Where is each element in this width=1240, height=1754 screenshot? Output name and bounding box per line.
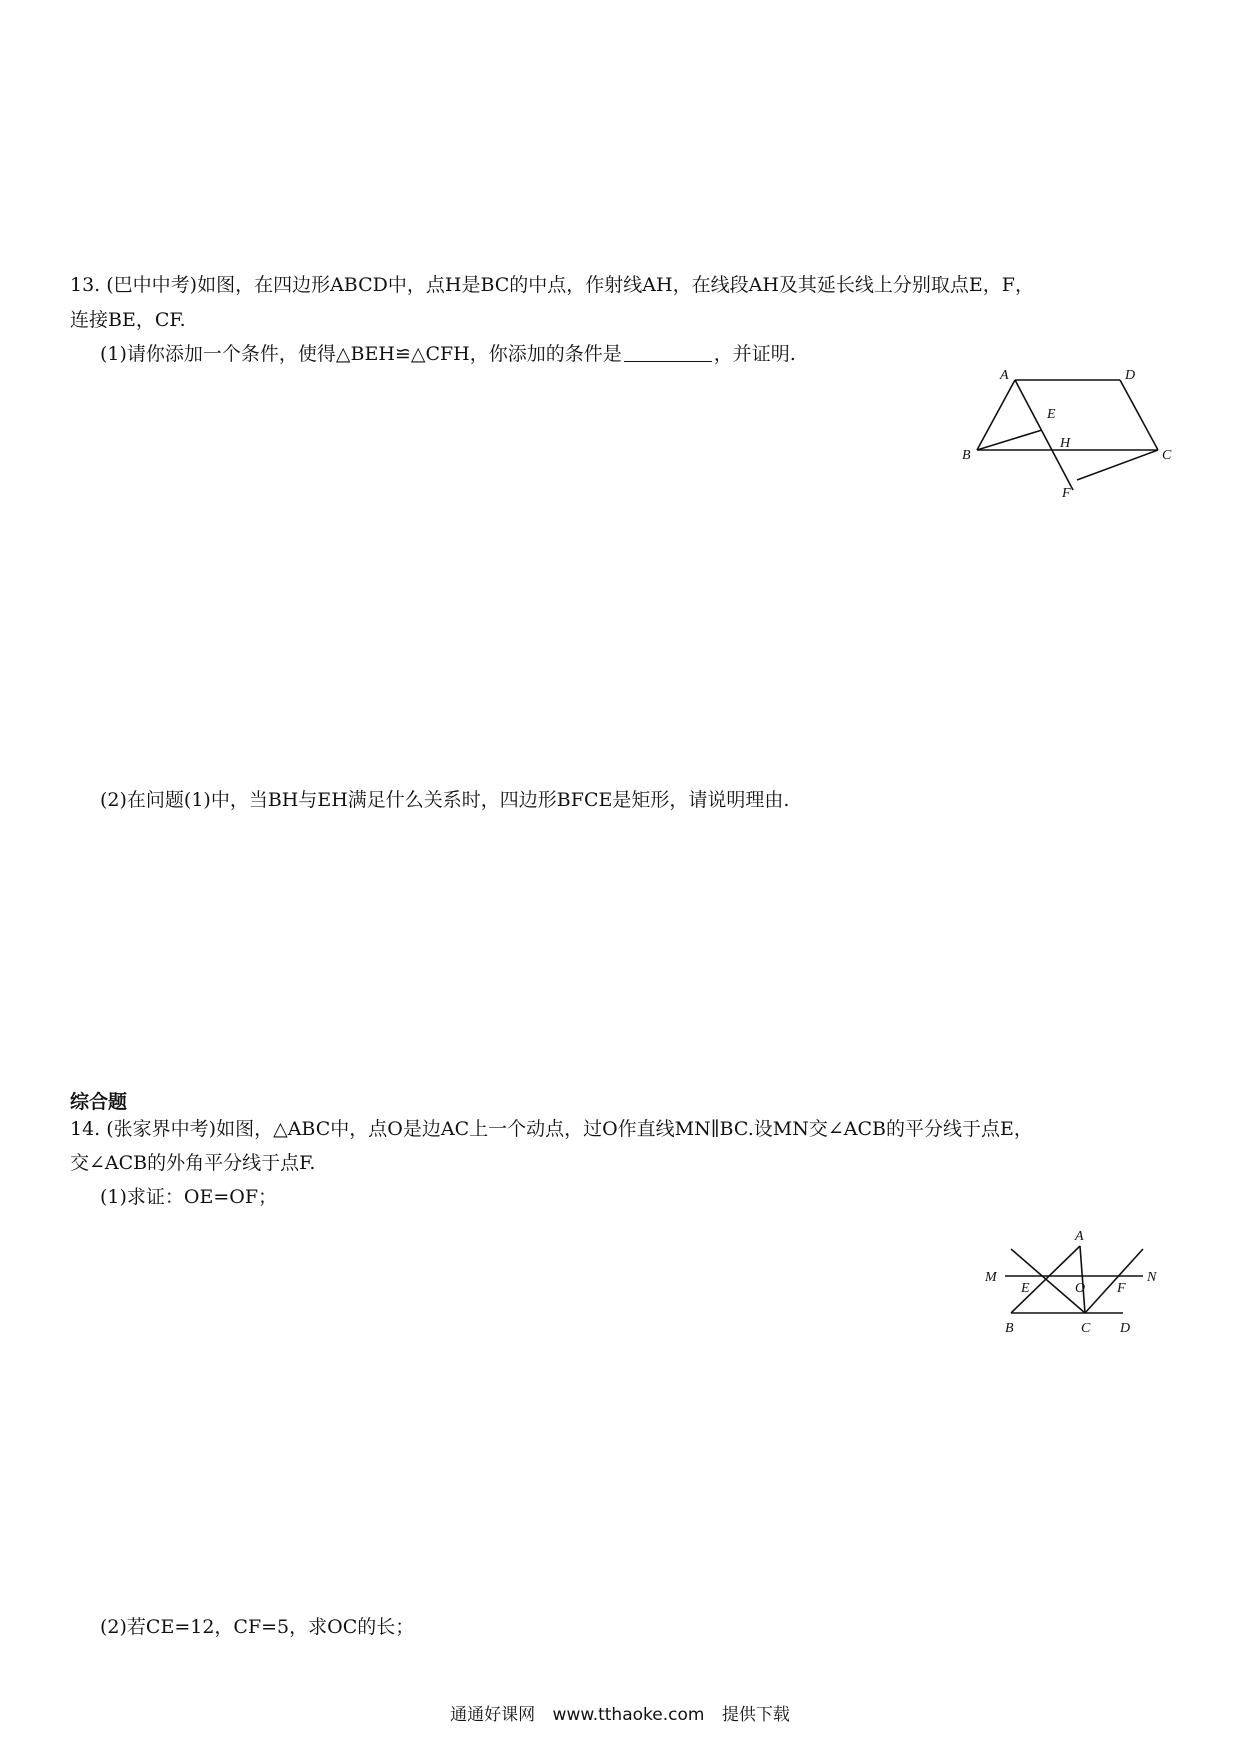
segment-cf xyxy=(1077,450,1158,480)
label-a: A xyxy=(1075,1229,1084,1244)
label-b: B xyxy=(962,448,971,463)
section-title: 综合题 xyxy=(70,1091,128,1113)
segment-cf xyxy=(1085,1249,1143,1313)
q14-part1: (1)求证：OE=OF； xyxy=(100,1186,278,1208)
answer-blank xyxy=(624,343,712,362)
label-m: M xyxy=(985,1270,997,1285)
q13-figure xyxy=(950,365,1180,505)
label-d: D xyxy=(1125,368,1136,383)
footer-suffix: 提供下载 xyxy=(721,1705,790,1725)
q14-part2: (2)若CE=12，CF=5，求OC的长； xyxy=(100,1616,415,1638)
label-a: A xyxy=(1000,368,1009,383)
label-f: F xyxy=(1117,1281,1126,1296)
page-footer xyxy=(0,1700,1240,1725)
label-e: E xyxy=(1021,1281,1030,1296)
q13-part1-text: (1)请你添加一个条件，使得△BEH≌△CFH，你添加的条件是 xyxy=(100,343,622,365)
q14-stem-line2: 交∠ACB的外角平分线于点F. xyxy=(70,1152,316,1174)
q13-part1-text-end: ，并证明. xyxy=(713,343,796,365)
label-e: E xyxy=(1047,407,1056,422)
label-c: C xyxy=(1162,448,1172,463)
q13-stem-line1: 13. (巴中中考)如图，在四边形ABCD中，点H是BC的中点，作射线AH，在线段AH及其延长线上分别取点E，F， xyxy=(70,274,1034,296)
segment-ac xyxy=(1080,1246,1085,1313)
q14-figure xyxy=(975,1225,1195,1340)
q13-part2: (2)在问题(1)中，当BH与EH满足什么关系时，四边形BFCE是矩形，请说明理由. xyxy=(100,789,790,811)
label-n: N xyxy=(1147,1270,1157,1285)
label-c: C xyxy=(1081,1321,1091,1336)
q13-stem-line2: 连接BE，CF. xyxy=(70,309,186,331)
label-b: B xyxy=(1005,1321,1014,1336)
q14-stem-line1: 14. (张家界中考)如图，△ABC中，点O是边AC上一个动点，过O作直线MN∥BC.设MN交∠ACB的平分线于点E， xyxy=(70,1118,1033,1140)
label-o: O xyxy=(1075,1281,1086,1296)
q13-part1 xyxy=(100,341,796,367)
label-f: F xyxy=(1062,486,1071,501)
label-d: D xyxy=(1120,1321,1131,1336)
label-h: H xyxy=(1060,436,1071,451)
footer-site-name: 通通好课网 xyxy=(450,1705,536,1725)
footer-url: www.tthaoke.com xyxy=(552,1705,705,1725)
